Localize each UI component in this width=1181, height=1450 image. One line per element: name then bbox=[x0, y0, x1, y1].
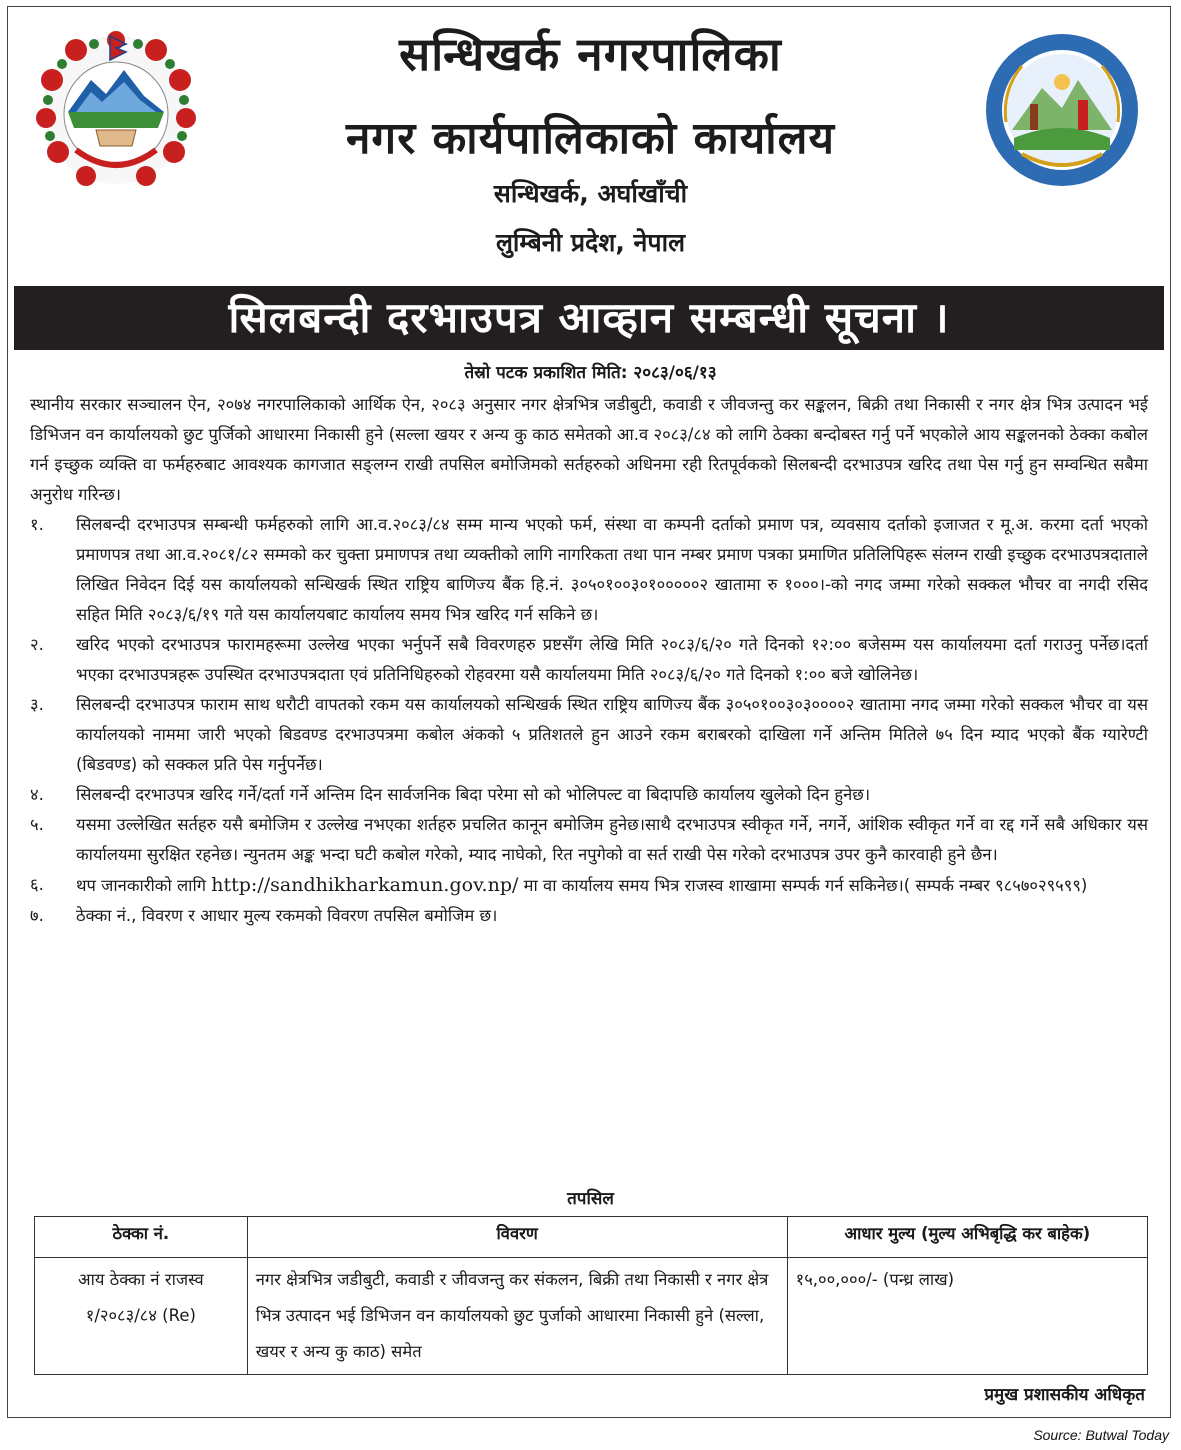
publication-date: तेस्रो पटक प्रकाशित मिति: २०८३/०६/१३ bbox=[464, 363, 717, 383]
cell-base-price: १५,००,०००/- (पन्ध्र लाख) bbox=[787, 1258, 1147, 1375]
column-header-contract-no: ठेक्का नं. bbox=[35, 1217, 248, 1258]
list-item bbox=[30, 810, 1148, 870]
item-text: यसमा उल्लेखित सर्तहरु यसै बमोजिम र उल्लेख नभएका शर्तहरु प्रचलित कानून बमोजिम हुनेछ।साथै दरभाउपत्र स्वीकृत गर्ने, नगर्ने, आंशिक स्वीकृत गर्ने वा रद्द गर्ने सबै अधिकार यस कार्यालयमा सुरक्षित रहनेछ। न्युनतम अङ्क भन्दा घटी कबोल गरेको, म्याद नाघेको, रित नपुगेको वा सर्त राखी पेस गरेको दरभाउपत्र उपर कुनै कारवाही हुने छैन। bbox=[76, 815, 1148, 864]
item-text: खरिद भएको दरभाउपत्र फारामहरूमा उल्लेख भएका भर्नुपर्ने सबै विवरणहरु प्रष्टसँग लेखि मिति २०८३/६/२० गते दिनको १२:०० बजेसम्म यस कार्यालयमा दर्ता गराउनु पर्नेछ।दर्ता भएका दरभाउपत्रहरू उपस्थित दरभाउपत्रदाता एवं प्रतिनिधिहरुको रोहवरमा यसै कार्यालयमा मिति २०८३/६/२० गते दिनको १:०० बजे खोलिनेछ। bbox=[76, 635, 1148, 684]
item-text-pre: थप जानकारीको लागि bbox=[76, 876, 212, 895]
item-number: ५. bbox=[30, 815, 44, 834]
source-credit: Source: Butwal Today bbox=[1033, 1427, 1169, 1443]
notice-title-banner: सिलबन्दी दरभाउपत्र आव्हान सम्बन्धी सूचना । bbox=[14, 286, 1164, 350]
item-text: सिलबन्दी दरभाउपत्र सम्बन्धी फर्महरुको लागि आ.व.२०८३/८४ सम्म मान्य भएको फर्म, संस्था वा कम्पनी दर्ताको प्रमाण पत्र, व्यवसाय दर्ताको इजाजत र मू.अ. करमा दर्ता भएको प्रमाणपत्र तथा आ.व.२०८१/८२ सम्मको कर चुक्ता प्रमाणपत्र तथा व्यक्तीको लागि नागरिकता तथा पान नम्बर प्रमाण पत्रका प्रमाणित प्रतिलिपिहरू संलग्न राखी इच्छुक दरभाउपत्रदाताले लिखित निवेदन दिई यस कार्यालयको सन्धिखर्क स्थित राष्ट्रिय बाणिज्य बैंक हि.नं. ३०५०१००३०१०००००२ खातामा रु १०००।-को नगद जम्मा गरेको सक्कल भौचर वा नगदी रसिद सहित मिति २०८३/६/१९ गते यस कार्यालयबाट कार्यालय समय भित्र खरिद गर्न सकिने छ। bbox=[76, 515, 1148, 624]
list-item bbox=[30, 870, 1148, 901]
municipality-name: सन्धिखर्क नगरपालिका bbox=[399, 27, 782, 81]
list-item bbox=[30, 630, 1148, 690]
column-header-description: विवरण bbox=[247, 1217, 787, 1258]
schedule-title: तपसिल bbox=[567, 1189, 614, 1209]
item-number: १. bbox=[30, 515, 44, 534]
item-text: ठेक्का नं., विवरण र आधार मुल्य रकमको विवरण तपसिल बमोजिम छ। bbox=[76, 906, 498, 925]
schedule-table bbox=[34, 1216, 1148, 1375]
item-text-post: मा वा कार्यालय समय भित्र राजस्व शाखामा सम्पर्क गर्न सकिनेछ।( सम्पर्क नम्बर ९८५७०२९५९९) bbox=[518, 876, 1088, 895]
list-item bbox=[30, 510, 1148, 630]
item-number: ४. bbox=[30, 785, 44, 804]
notice-body bbox=[30, 390, 1148, 931]
office-name: नगर कार्यपालिकाको कार्यालय bbox=[346, 113, 835, 164]
column-header-base-price: आधार मुल्य (मुल्य अभिबृद्धि कर बाहेक) bbox=[787, 1217, 1147, 1258]
item-number: ३. bbox=[30, 695, 44, 714]
table-header-row bbox=[35, 1217, 1148, 1258]
item-number: ६. bbox=[30, 875, 44, 894]
intro-paragraph: स्थानीय सरकार सञ्चालन ऐन, २०७४ नगरपालिकाको आर्थिक ऐन, २०८३ अनुसार नगर क्षेत्रभित्र जडीबुटी, कवाडी र जीवजन्तु कर सङ्कलन, बिक्री तथा निकासी र नगर क्षेत्र भित्र उत्पादन भई डिभिजन वन कार्यालयको छुट पुर्जिको आधारमा निकासी हुने (सल्ला खयर र अन्य कु काठ समेतको आ.व २०८३/८४ को लागि ठेक्का बन्दोबस्त गर्नु पर्ने भएकोले आय सङ्कलनको ठेक्का कबोल गर्न इच्छुक व्यक्ति वा फर्महरुबाट आवश्यक कागजात सङ्लग्न राखी तपसिल बमोजिमको सर्तहरुको अधिनमा रही रितपूर्वकको सिलबन्दी दरभाउपत्र खरिद तथा पेस गर्नु हुन सम्वन्धित सबैमा अनुरोध गरिन्छ। bbox=[30, 395, 1148, 504]
list-item bbox=[30, 901, 1148, 931]
cell-contract-no bbox=[35, 1258, 248, 1375]
item-text: सिलबन्दी दरभाउपत्र फाराम साथ धरौटी वापतको रकम यस कार्यालयको सन्धिखर्क स्थित राष्ट्रिय बाणिज्य बैंक ३०५०१००३०३००००२ खातामा नगद जम्मा गरेको सक्कल भौचर वा यस कार्यालयको नाममा जारी भएको बिडवण्ड दरभाउपत्रमा कबोल अंकको ५ प्रतिशतले हुन आउने रकम बराबरको दाखिला गर्ने अन्तिम मितिले ७५ दिन म्याद भएको बैंक ग्यारेण्टी (बिडवण्ड) को सक्कल प्रति पेस गर्नुपर्नेछ। bbox=[76, 695, 1148, 774]
item-text bbox=[76, 870, 1148, 901]
contract-no-line2: १/२०८३/८४ (Re) bbox=[85, 1306, 196, 1325]
signatory-title: प्रमुख प्रशासकीय अधिकृत bbox=[984, 1385, 1145, 1405]
item-number: ७. bbox=[30, 906, 44, 925]
item-number: २. bbox=[30, 635, 44, 654]
cell-description: नगर क्षेत्रभित्र जडीबुटी, कवाडी र जीवजन्तु कर संकलन, बिक्री तथा निकासी र नगर क्षेत्र भित्र उत्पादन भई डिभिजन वन कार्यालयको छुट पुर्जाको आधारमा निकासी हुने (सल्ला, खयर र अन्य कु काठ) समेत bbox=[247, 1258, 787, 1375]
item-text: सिलबन्दी दरभाउपत्र खरिद गर्ने/दर्ता गर्ने अन्तिम दिन सार्वजनिक बिदा परेमा सो को भोलिपल्ट वा बिदापछि कार्यालय खुलेको दिन हुनेछ। bbox=[76, 785, 871, 804]
list-item bbox=[30, 690, 1148, 780]
website-link[interactable]: http://sandhikharkamun.gov.np/ bbox=[211, 874, 519, 896]
contract-no-line1: आय ठेक्का नं राजस्व bbox=[77, 1270, 204, 1289]
list-item bbox=[30, 780, 1148, 810]
office-province: लुम्बिनी प्रदेश, नेपाल bbox=[495, 228, 686, 257]
table-row bbox=[35, 1258, 1148, 1375]
office-location: सन्धिखर्क, अर्घाखाँची bbox=[493, 179, 688, 208]
